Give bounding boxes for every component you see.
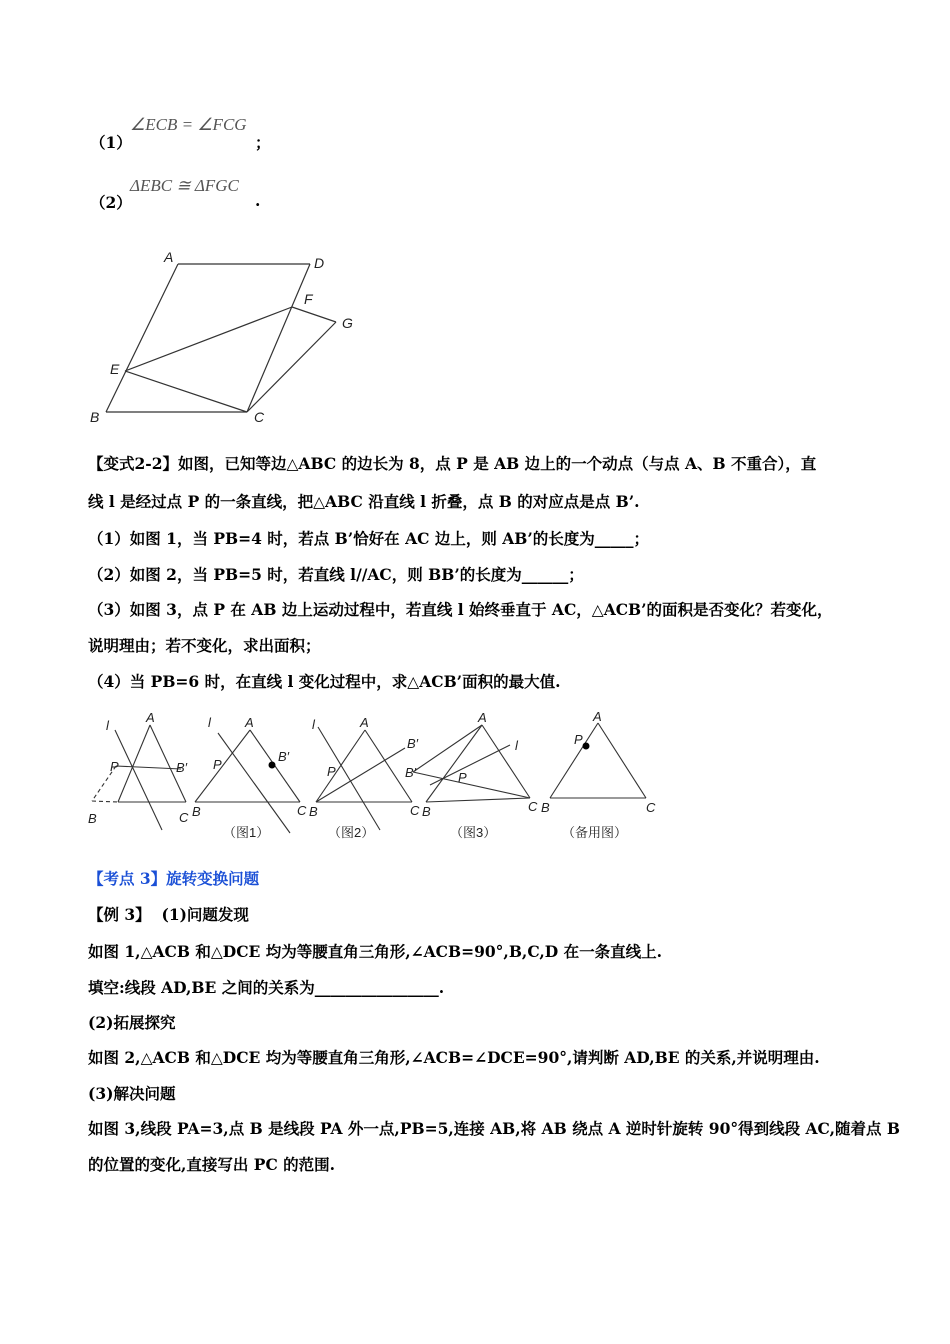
item1-math: ∠ECB = ∠FCG <box>130 115 247 134</box>
example-part1: (1)问题发现 <box>161 905 249 924</box>
variant-intro-line2: 线 l 是经过点 P 的一条直线，把△ABC 沿直线 l 折叠，点 B 的对应点是点 B’. <box>88 492 640 511</box>
figure-1 <box>195 730 300 833</box>
label-a-backup: A <box>593 709 602 724</box>
example-p1: 如图 1,△ACB 和△DCE 均为等腰直角三角形,∠ACB=90°,B,C,D 在一条直线上. <box>88 942 663 961</box>
variant-q1: （1）如图 1，当 PB=4 时，若点 B’恰好在 AC 边上，则 AB’的长度为_____； <box>88 529 650 548</box>
label-bprime-fig3: B′ <box>405 765 417 780</box>
caption-backup: （备用图） <box>562 825 628 840</box>
example-p3-line1: 如图 3,线段 PA=3,点 B 是线段 PA 外一点,PB=5,连接 AB,将 AB 绕点 A 逆时针旋转 90°得到线段 AC,随着点 B <box>88 1119 901 1138</box>
segment-ec <box>125 371 247 412</box>
point-dot-fig1 <box>269 762 276 769</box>
point-b-label: B <box>90 409 100 425</box>
variant-q2: （2）如图 2，当 PB=5 时，若直线 l//AC，则 BB’的长度为______； <box>88 565 584 584</box>
label-c-fig3: C <box>528 799 538 814</box>
example-p2: 如图 2,△ACB 和△DCE 均为等腰直角三角形,∠ACB=∠DCE=90°,请判断 AD,BE 的关系,并说明理由. <box>88 1048 820 1067</box>
item2-label: （2） <box>90 193 132 212</box>
label-c-fig1: C <box>297 803 307 818</box>
example-fill: 填空:线段 AD,BE 之间的关系为________________. <box>88 978 445 997</box>
label-b-fig2: B <box>309 804 318 819</box>
item2-math: ΔEBC ≅ ΔFGC <box>130 176 239 195</box>
segment-ab <box>106 264 178 412</box>
label-a-fig3: A <box>478 710 487 725</box>
point-f-label: F <box>304 291 313 307</box>
label-c-setup: C <box>179 810 189 825</box>
label-p-fig1: P <box>213 757 222 772</box>
segment-fg <box>292 307 336 322</box>
folding-figures <box>80 705 680 850</box>
label-b-fig3: B <box>422 804 431 819</box>
variant-q3-line2: 说明理由；若不变化，求出面积； <box>88 636 321 655</box>
caption-fig1: （图1） <box>223 825 270 840</box>
figure-3 <box>413 725 530 802</box>
variant-q3-line1: （3）如图 3，点 P 在 AB 边上运动过程中，若直线 l 始终垂直于 AC，△ACB’的面积是否变化？若变化， <box>88 600 833 619</box>
example-heading-line <box>88 903 249 925</box>
label-a-setup: A <box>146 710 155 725</box>
label-a-fig2: A <box>360 715 369 730</box>
caption-fig2: （图2） <box>328 825 375 840</box>
parallelogram-figure <box>80 240 380 430</box>
item2-end: . <box>255 191 261 210</box>
label-p-backup: P <box>574 732 583 747</box>
point-g-label: G <box>342 315 353 331</box>
example-part3: (3)解决问题 <box>88 1084 176 1103</box>
example-part2: (2)拓展探究 <box>88 1013 176 1032</box>
example-p3-line2: 的位置的变化,直接写出 PC 的范围. <box>88 1155 336 1174</box>
label-p-setup: P <box>110 759 119 774</box>
item1-label: （1） <box>90 133 132 152</box>
variant-heading-line <box>88 452 816 474</box>
point-c-label: C <box>254 409 265 425</box>
segment-ef <box>125 307 292 371</box>
section-title: 【考点 3】旋转变换问题 <box>88 869 260 888</box>
label-bprime-fig1: B′ <box>278 749 290 764</box>
point-dot-backup <box>583 743 590 750</box>
label-c-backup: C <box>646 800 656 815</box>
label-bprime-fig2: B′ <box>407 736 419 751</box>
figure-backup <box>550 723 646 798</box>
segment-dc <box>247 264 310 412</box>
label-l-fig3: l <box>515 738 518 753</box>
label-b-fig1: B <box>192 804 201 819</box>
caption-fig3: （图3） <box>450 825 497 840</box>
label-c-fig2: C <box>410 803 420 818</box>
label-b-setup: B <box>88 811 97 826</box>
point-a-label: A <box>164 249 174 265</box>
label-l-fig2: l <box>312 717 315 732</box>
label-a-fig1: A <box>245 715 254 730</box>
segment-gc <box>247 322 336 412</box>
variant-intro-line1: 如图，已知等边△ABC 的边长为 8，点 P 是 AB 边上的一个动点（与点 A、B 不重合），直 <box>178 454 817 473</box>
label-l-fig1: l <box>208 715 211 730</box>
variant-title: 【变式2-2】 <box>88 454 179 473</box>
figure-setup <box>92 725 186 830</box>
point-e-label: E <box>110 361 120 377</box>
item1-end: ； <box>255 133 271 152</box>
point-d-label: D <box>314 255 325 271</box>
label-p-fig2: P <box>327 764 336 779</box>
example-title: 【例 3】 <box>88 905 151 924</box>
label-b-backup: B <box>541 800 550 815</box>
variant-q4: （4）当 PB=6 时，在直线 l 变化过程中，求△ACB’面积的最大值. <box>88 672 561 691</box>
label-p-fig3: P <box>458 770 467 785</box>
label-bprime-setup: B′ <box>176 760 188 775</box>
label-l-setup: l <box>106 718 109 733</box>
